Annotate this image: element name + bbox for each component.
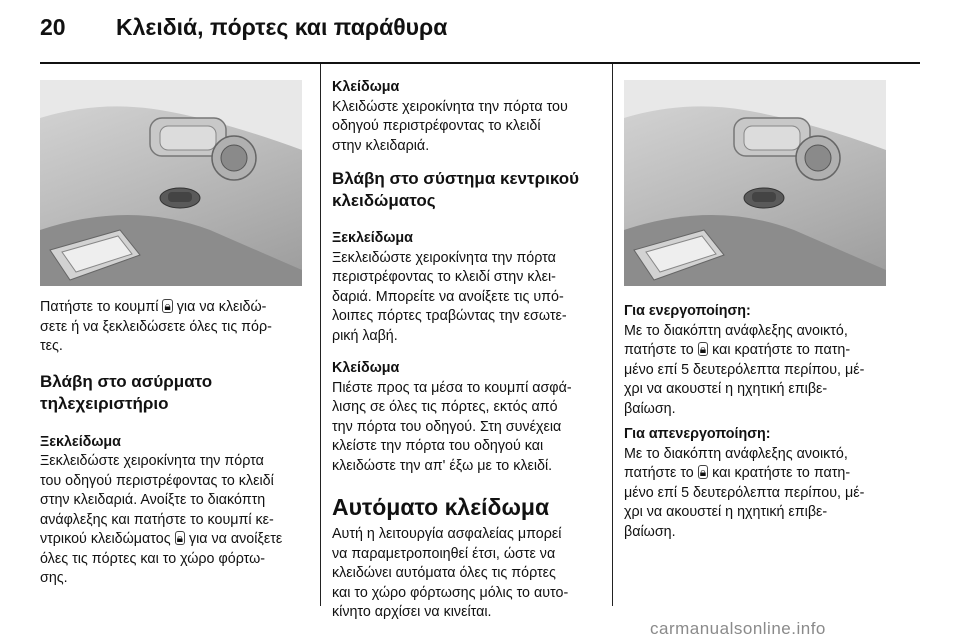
page-title: Κλειδιά, πόρτες και παράθυρα [116, 14, 448, 40]
subheading-unlock: Ξεκλείδωμα [332, 230, 413, 246]
page-header [40, 14, 920, 54]
heading-auto-lock: Αυτόματο κλείδωμα [332, 494, 550, 520]
lock-icon: 🔒︎ [699, 465, 707, 479]
lock-icon: 🔒︎ [164, 299, 171, 313]
paragraph-central-lock: Πιέστε προς τα μέσα το κουμπί ασφά- λισης σε όλες τις πόρτες, εκτός από την πόρτα του οδηγού. Στη συνέχεια κλείστε την πόρτα του οδηγού και κλειδώστε την απ' έξω με το κλειδί. [332, 379, 572, 474]
paragraph-remote-unlock: Ξεκλειδώστε χειροκίνητα την πόρτα του οδηγού περιστρέφοντας το κλειδί στην κλειδαριά. Ανοίξτε το διακόπτη ανάφλεξης και πατήστε το κουμπί κε- ντρικού κλειδώματος 🔒︎ για να ανοίξετε όλες τις πόρτες και το χώρο φόρτω- σης. [40, 453, 283, 586]
column-divider-1 [320, 64, 321, 606]
paragraph-activate: Με το διακόπτη ανάφλεξης ανοικτό, πατήστε το 🔒︎ και κρατήστε το πατη- μένο επί 5 δευτερόλεπτα περίπου, μέ- χρι να ακουστεί η ηχητική επιβε- βαίωση. [624, 322, 865, 417]
subheading-lock-top: Κλείδωμα [332, 79, 400, 95]
subheading-activate: Για ενεργοποίηση: [624, 303, 751, 319]
lock-icon: 🔒︎ [176, 531, 183, 545]
watermark: carmanualsonline.info [650, 619, 826, 638]
subheading-deactivate: Για απενεργοποίηση: [624, 426, 771, 442]
page-number: 20 [40, 14, 66, 40]
overhead-console-photo-2 [624, 80, 886, 286]
overhead-console-photo-1 [40, 80, 302, 286]
photo-caption: Πατήστε το κουμπί 🔒︎ για να κλειδώ- σετε ή να ξεκλειδώσετε όλες τις πόρ- τες. [40, 299, 272, 354]
paragraph-remote-lock: Κλειδώστε χειροκίνητα την πόρτα του οδηγού περιστρέφοντας το κλειδί στην κλειδαριά. [332, 98, 568, 154]
paragraph-central-unlock: Ξεκλειδώστε χειροκίνητα την πόρτα περιστρέφοντας το κλειδί στην κλει- δαριά. Μπορείτε να ανοίξετε τις υπό- λοιπες πόρτες τραβώντας την εσωτε- ρική λαβή. [332, 249, 567, 344]
column-divider-2 [612, 64, 613, 606]
paragraph-deactivate: Με το διακόπτη ανάφλεξης ανοικτό, πατήστε το 🔒︎ και κρατήστε το πατη- μένο επί 5 δευτερόλεπτα περίπου, μέ- χρι να ακουστεί η ηχητική επιβε- βαίωση. [624, 445, 865, 540]
subheading-lock: Κλείδωμα [332, 360, 400, 376]
paragraph-auto-lock: Αυτή η λειτουργία ασφαλείας μπορεί να παραμετροποιηθεί έτσι, ώστε να κλειδώνει αυτόματα όλες τις πόρτες και το χώρο φόρτωσης μόλις το αυτο- κίνητο αρχίσει να κινείται. [332, 526, 569, 620]
lock-icon: 🔒︎ [699, 342, 707, 356]
column-right [624, 302, 914, 542]
column-left [40, 298, 310, 589]
heading-central-lock-failure: Βλάβη στο σύστημα κεντρικού κλειδώματος [332, 169, 580, 210]
heading-remote-failure: Βλάβη στο ασύρματο τηλεχειριστήριο [40, 371, 213, 413]
subheading-unlock: Ξεκλείδωμα [40, 433, 121, 450]
column-middle [332, 78, 602, 623]
header-divider [40, 62, 920, 64]
